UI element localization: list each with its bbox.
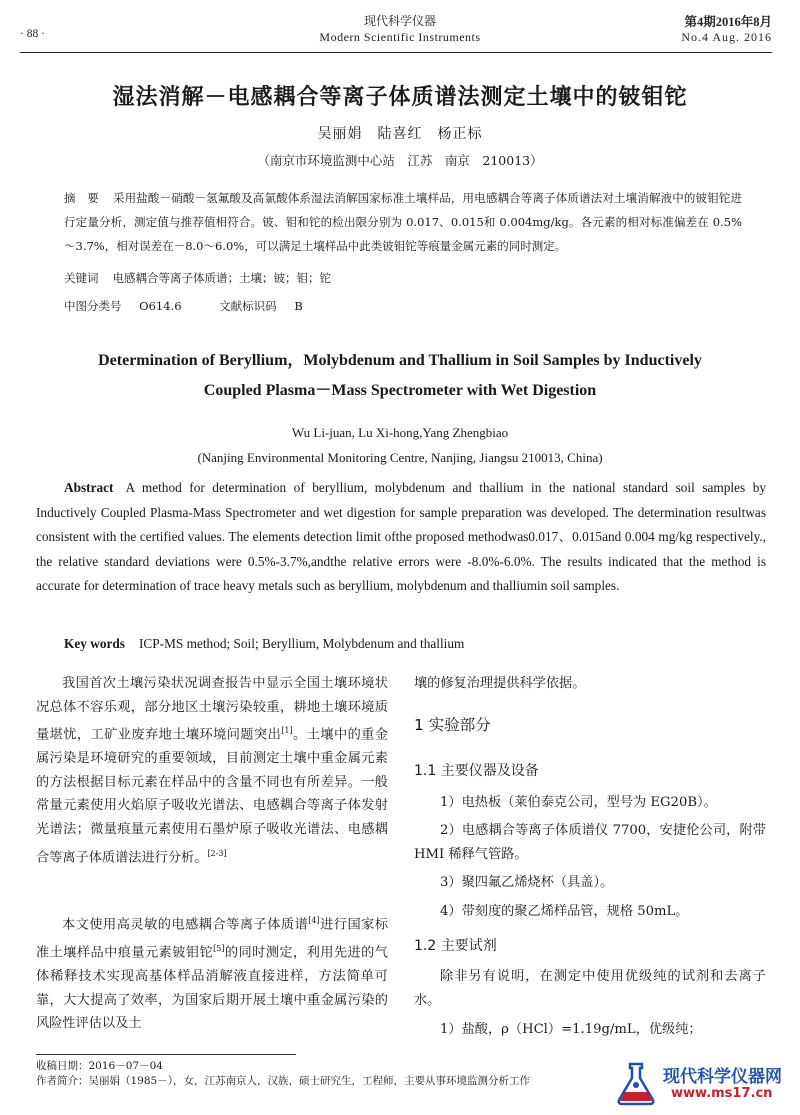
page-number: · 88 · bbox=[20, 28, 45, 40]
abstract-cn bbox=[64, 186, 742, 258]
citation-2-3: [2-3] bbox=[207, 848, 227, 858]
abstract-cn-label: 摘 要 bbox=[64, 191, 99, 205]
equipment-item-2: 2）电感耦合等离子体质谱仪 7700，安捷伦公司，附带 HMI 稀释气管路。 bbox=[414, 823, 766, 862]
section-heading-1-2: 1.2 主要试剂 bbox=[414, 938, 497, 954]
keywords-en-text: ICP-MS method; Soil; Beryllium, Molybdenum and thallium bbox=[138, 636, 465, 651]
intro-p1-text: 我国首次土壤污染状况调查报告中显示全国土壤环境状况总体不容乐观，部分地区土壤污染较重，耕地土壤环境质量堪忧，工矿业废弃地土壤环境问题突出 bbox=[36, 676, 388, 743]
journal-name-cn: 现代科学仪器 bbox=[363, 14, 436, 28]
watermark-name: 现代科学仪器网 bbox=[663, 1067, 782, 1087]
intro-p2-text-a: 本文使用高灵敏的电感耦合等离子体质谱 bbox=[62, 917, 309, 933]
intro-p2-text-c: 的同时测定，利用先进的气体稀释技术实现高基体样品消解液直接进样，方法简单可靠，大大提高了效率，为国家后期开展土壤中重金属污染的风险性评估以及土 bbox=[36, 945, 388, 1032]
abstract-en-text: A method for determination of beryllium, molybdenum and thallium in the national standard soil samples by Inductively Coupled Plasma-Mass Spectrometer and wet digestion for sample preparation was developed. The determination resultwas consistent with the certified values. The elements detection limit ofthe proposed methodwas0.017、0.015and 0.004 mg/kg respectively., the relative standard deviations were 0.5%-3.7%,andthe relative errors were -8.0%-6.0%. The results indicated that the method is accurate for determination of trace heavy metals such as beryllium, molybdenum and thalliumin soil samples. bbox=[36, 480, 766, 594]
flask-logo-icon bbox=[611, 1058, 661, 1108]
issue-cn: 第4期2016年8月 bbox=[684, 15, 772, 29]
intro-p1-text-b: 。土壤中的重金属污染是环境研究的重要领域，目前测定土壤中重金属元素的方法根据目标元素在样品中的含量不同也有所差异。一般常量元素使用火焰原子吸收光谱法、电感耦合等离子体发射光谱法；微量痕量元素使用石墨炉原子吸收光谱法、电感耦合等离子体质谱法进行分析。 bbox=[36, 727, 389, 865]
equipment-item-4: 4）带刻度的聚乙烯样品管，规格 50mL。 bbox=[440, 904, 689, 919]
section-heading-1: 1 实验部分 bbox=[414, 716, 491, 734]
citation-5: [5] bbox=[213, 943, 225, 953]
keywords-cn-text: 电感耦合等离子体质谱；土壤；铍；钼；铊 bbox=[112, 271, 331, 285]
section-heading-1-1: 1.1 主要仪器及设备 bbox=[414, 763, 539, 779]
paper-title-en-line1: Determination of Beryllium，Molybdenum and Thallium in Soil Samples by Inductively bbox=[98, 352, 702, 369]
site-watermark bbox=[611, 1058, 786, 1110]
equipment-item-3: 3）聚四氟乙烯烧杯（具盖）。 bbox=[440, 875, 614, 890]
classification-value: O614.6 bbox=[139, 299, 182, 313]
intro-p2-text-b: 进行国家标准土壤样品中痕量元素铍钼铊 bbox=[36, 917, 389, 961]
keywords-cn bbox=[64, 266, 331, 290]
equipment-item-1: 1）电热板（莱伯泰克公司，型号为 EG20B）。 bbox=[440, 795, 717, 810]
authors-en: Wu Li-juan, Lu Xi-hong,Yang Zhengbiao bbox=[291, 425, 509, 440]
keywords-en bbox=[64, 636, 464, 652]
paper-title-cn: 湿法消解－电感耦合等离子体质谱法测定土壤中的铍钼铊 bbox=[112, 84, 688, 110]
affiliation-cn: （南京市环境监测中心站 江苏 南京 210013） bbox=[257, 153, 543, 168]
reagent-item-1: 1）盐酸，ρ（HCl）=1.19g/mL，优级纯； bbox=[440, 1022, 702, 1037]
classification-label: 中图分类号 bbox=[64, 299, 122, 313]
journal-name-en: Modern Scientific Instruments bbox=[319, 30, 481, 44]
author-bio: 作者简介：吴丽娟（1985－），女，江苏南京人，汉族，硕士研究生，工程师，主要从事环境监测分析工作 bbox=[36, 1075, 530, 1087]
keywords-en-label: Key words bbox=[64, 636, 125, 651]
footnote-rule bbox=[36, 1054, 296, 1055]
header-rule bbox=[20, 52, 772, 53]
abstract-en-label: Abstract bbox=[64, 480, 114, 495]
intro-paragraph-1 bbox=[36, 672, 388, 870]
intro-continuation: 壤的修复治理提供科学依据。 bbox=[414, 676, 586, 691]
citation-1: [1] bbox=[281, 726, 293, 736]
abstract-cn-text: 采用盐酸－硝酸－氢氟酸及高氯酸体系湿法消解国家标准土壤样品，用电感耦合等离子体质谱法对土壤消解液中的铍钼铊进行定量分析，测定值与推荐值相符合。铍、钼和铊的检出限分别为 0.017、0.015和 0.004mg/kg。各元素的相对标准偏差在 0.5%～3.7%，相对误差在－8.0～6.0%，可以满足土壤样品中此类铍钼铊等痕量金属元素的同时测定。 bbox=[64, 191, 743, 253]
authors-cn: 吴丽娟 陆喜红 杨正标 bbox=[317, 126, 483, 142]
doc-code-value: B bbox=[294, 299, 303, 313]
issue-en: No.4 Aug. 2016 bbox=[681, 30, 772, 44]
reagent-intro: 除非另有说明，在测定中使用优级纯的试剂和去离子水。 bbox=[414, 969, 766, 1008]
paper-title-en-line2: Coupled Plasma－Mass Spectrometer with Wet Digestion bbox=[203, 382, 597, 399]
watermark-url: www.ms17.cn bbox=[671, 1086, 773, 1101]
keywords-cn-label: 关键词 bbox=[64, 271, 99, 285]
intro-paragraph-2 bbox=[36, 909, 388, 1036]
received-date: 收稿日期：2016－07－04 bbox=[36, 1060, 163, 1072]
abstract-en bbox=[36, 476, 766, 599]
doc-code-label: 文献标识码 bbox=[219, 299, 277, 313]
classification bbox=[64, 294, 303, 318]
citation-4: [4] bbox=[308, 916, 320, 925]
affiliation-en: (Nanjing Environmental Monitoring Centre, Nanjing, Jiangsu 210013, China) bbox=[197, 450, 603, 465]
